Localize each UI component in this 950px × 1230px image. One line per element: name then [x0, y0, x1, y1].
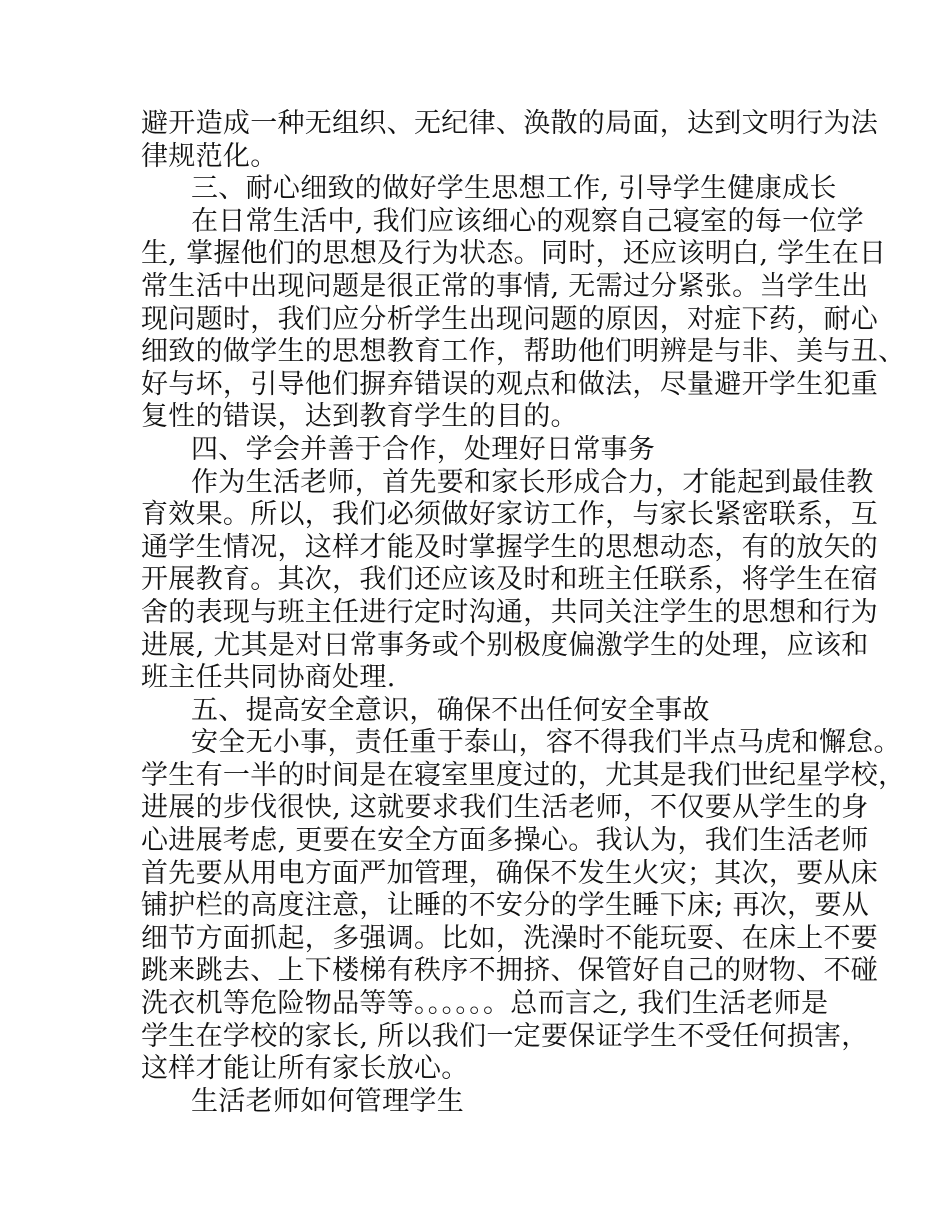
text-line: 细节方面抓起，多强调。比如，洗澡时不能玩耍、在床上不要	[141, 922, 879, 954]
text-line: 舍的表现与班主任进行定时沟通，共同关注学生的思想和行为	[141, 596, 879, 628]
text-line: 洗衣机等危险物品等等。。。。。。总而言之, 我们生活老师是	[141, 988, 829, 1020]
text-line: 作为生活老师，首先要和家长形成合力，才能起到最佳教	[191, 466, 874, 498]
text-line: 首先要从用电方面严加管理，确保不发生火灾；其次，要从床	[141, 857, 879, 889]
text-line: 安全无小事，责任重于泰山，容不得我们半点马虎和懈怠。	[191, 727, 901, 759]
text-line: 生, 掌握他们的思想及行为状态。同时，还应该明白, 学生在日	[141, 238, 887, 270]
text-line: 跳来跳去、上下楼梯有秩序不拥挤、保管好自己的财物、不碰	[141, 955, 879, 987]
text-line: 进展, 尤其是对日常事务或个别极度偏激学生的处理，应该和	[141, 629, 869, 661]
text-line: 开展教育。其次，我们还应该及时和班主任联系，将学生在宿	[141, 564, 879, 596]
text-line: 这样才能让所有家长放心。	[141, 1053, 469, 1085]
section-heading-4: 四、学会并善于合作，处理好日常事务	[191, 433, 656, 465]
text-line: 复性的错误，达到教育学生的目的。	[141, 401, 578, 433]
text-line: 心进展考虑, 更要在安全方面多操心。我认为，我们生活老师	[141, 825, 869, 857]
text-line: 学生在学校的家长, 所以我们一定要保证学生不受任何损害，	[141, 1020, 869, 1052]
text-line: 细致的做学生的思想教育工作，帮助他们明辨是与非、美与丑、	[141, 336, 906, 368]
text-line: 常生活中出现问题是很正常的事情, 无需过分紧张。当学生出	[141, 270, 869, 302]
text-line: 律规范化。	[141, 140, 278, 172]
text-line: 班主任共同协商处理.	[141, 662, 396, 694]
text-line: 铺护栏的高度注意，让睡的不安分的学生睡下床; 再次，要从	[141, 890, 870, 922]
text-line: 进展的步伐很快, 这就要求我们生活老师，不仅要从学生的身	[141, 792, 869, 824]
text-line: 育效果。所以，我们必须做好家访工作，与家长紧密联系，互	[141, 499, 879, 531]
document-body	[141, 108, 906, 1118]
text-line: 现问题时，我们应分析学生出现问题的原因，对症下药，耐心	[141, 303, 879, 335]
section-heading-5: 五、提高安全意识，确保不出任何安全事故	[191, 694, 710, 726]
text-line: 学生有一半的时间是在寝室里度过的，尤其是我们世纪星学校，	[141, 759, 906, 791]
text-line: 避开造成一种无组织、无纪律、涣散的局面，达到文明行为法	[141, 108, 879, 139]
text-line: 好与坏，引导他们摒弃错误的观点和做法，尽量避开学生犯重	[141, 368, 879, 400]
document-subtitle: 生活老师如何管理学生	[191, 1085, 464, 1117]
text-line: 通学生情况，这样才能及时掌握学生的思想动态，有的放矢的	[141, 531, 879, 563]
text-line: 在日常生活中, 我们应该细心的观察自己寝室的每一位学	[191, 205, 864, 237]
section-heading-3: 三、耐心细致的做好学生思想工作, 引导学生健康成长	[191, 173, 837, 205]
